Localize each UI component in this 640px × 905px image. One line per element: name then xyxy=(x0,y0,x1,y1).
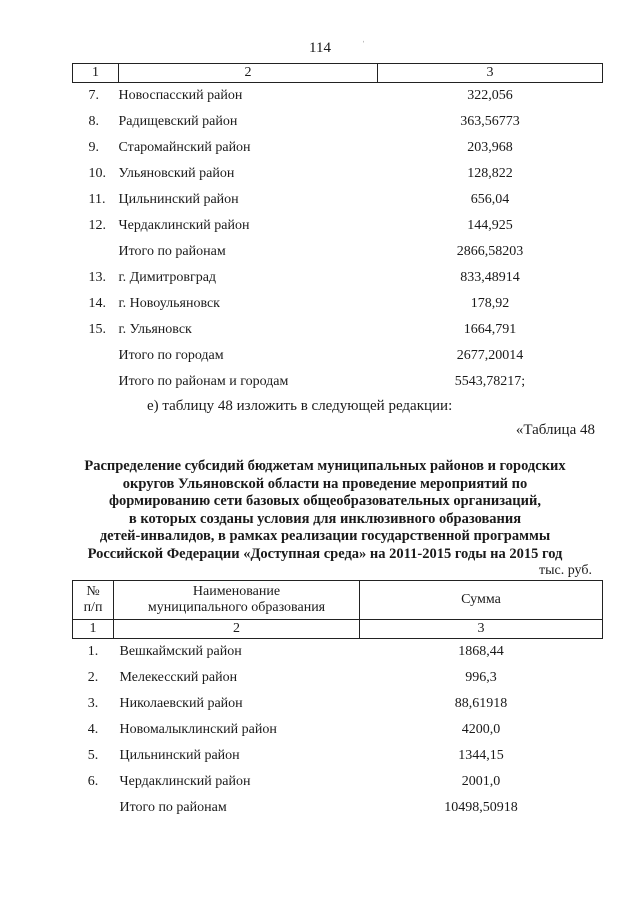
row-name: Мелекесский район xyxy=(119,670,238,685)
row-sum xyxy=(378,161,603,187)
row-sum xyxy=(378,135,603,161)
row-name: Старомайнский район xyxy=(118,140,251,155)
row-name: Ульяновский район xyxy=(118,166,235,181)
table-row xyxy=(73,691,603,717)
table-row xyxy=(73,665,603,691)
row-name: Итого по городам xyxy=(118,348,224,363)
heading-line: детей-инвалидов, в рамках реализации государственной программы xyxy=(99,528,551,544)
row-number: 3. xyxy=(87,696,99,711)
row-name: Итого по районам xyxy=(119,800,227,815)
row-name: Новоспасский район xyxy=(118,88,243,103)
table-row xyxy=(73,743,603,769)
row-number: 8. xyxy=(88,114,99,129)
table-row xyxy=(73,213,603,239)
row-name: Новомалыклинский район xyxy=(119,722,277,737)
table-heading xyxy=(60,458,590,563)
row-number xyxy=(73,795,114,821)
heading-line: в которых созданы условия для инклюзивного образования xyxy=(128,510,522,527)
row-sum-value: 4200,0 xyxy=(461,722,501,737)
row-sum xyxy=(378,291,603,317)
row-sum-value: 10498,50918 xyxy=(444,800,518,815)
table-row xyxy=(73,109,603,135)
row-number: 4. xyxy=(87,722,99,737)
header-name xyxy=(114,581,360,620)
table-row xyxy=(73,135,603,161)
table-index-row xyxy=(73,620,603,639)
row-sum xyxy=(378,343,603,369)
row-name: г. Ульяновск xyxy=(118,322,192,337)
heading-line: формированию сети базовых общеобразовательных организаций, xyxy=(109,493,541,509)
row-sum-value: 363,56773 xyxy=(460,114,520,129)
total-row xyxy=(73,343,603,369)
row-sum-value: 996,3 xyxy=(465,670,497,685)
units-label: тыс. руб. xyxy=(539,563,592,578)
row-name: г. Димитровград xyxy=(118,270,217,285)
row-number: 15. xyxy=(88,322,106,337)
heading-line: Российской Федерации «Доступная среда» на 2011-2015 годы на 2015 год xyxy=(87,545,563,562)
row-sum-value: 322,056 xyxy=(467,88,513,103)
page-number: 114 xyxy=(309,40,331,56)
row-name: Цильнинский район xyxy=(118,192,239,207)
row-sum-value: 1344,15 xyxy=(458,748,504,763)
row-name: Цильнинский район xyxy=(119,748,240,763)
row-number: 1. xyxy=(87,644,99,659)
table-row xyxy=(73,265,603,291)
row-sum xyxy=(360,665,603,691)
total-row xyxy=(73,239,603,265)
row-sum-value: 1868,44 xyxy=(458,644,504,659)
row-number: 12. xyxy=(88,218,106,233)
row-number: 14. xyxy=(88,296,106,311)
amendment-text: е) таблицу 48 изложить в следующей редакции: xyxy=(147,398,453,414)
table-row xyxy=(73,639,603,666)
table-index-row xyxy=(73,64,603,83)
table-header-row xyxy=(73,581,603,620)
row-number: 7. xyxy=(88,88,99,103)
header-name-line2: муниципального образования xyxy=(147,600,326,615)
row-sum-value: 128,822 xyxy=(467,166,513,181)
header-col-2: 2 xyxy=(119,64,378,83)
header-name-line1: Наименование xyxy=(192,584,281,599)
heading-line: Распределение субсидий бюджетам муниципальных районов и городских xyxy=(84,458,566,474)
row-sum xyxy=(378,317,603,343)
row-sum-suffix: ; xyxy=(521,374,526,389)
row-sum-value: 203,968 xyxy=(467,140,513,155)
header-number xyxy=(73,581,114,620)
row-sum xyxy=(360,795,603,821)
row-sum xyxy=(378,187,603,213)
scan-mark: ˈ xyxy=(362,40,366,51)
header-number-line2: п/п xyxy=(83,600,103,615)
row-sum xyxy=(360,769,603,795)
subsidy-table xyxy=(72,580,603,821)
header-number-line1: № xyxy=(86,584,100,599)
table-continuation xyxy=(72,63,603,395)
row-number: 10. xyxy=(88,166,106,181)
table-row xyxy=(73,317,603,343)
index-col-2: 2 xyxy=(114,620,360,639)
row-sum xyxy=(360,691,603,717)
total-row xyxy=(73,369,603,395)
row-sum xyxy=(378,213,603,239)
row-sum-value: 88,61918 xyxy=(454,696,508,711)
row-sum-value: 1664,791 xyxy=(463,322,517,337)
row-number xyxy=(73,343,119,369)
row-sum-value: 833,48914 xyxy=(460,270,520,285)
row-name: Чердаклинский район xyxy=(118,218,250,233)
row-name: Вешкаймский район xyxy=(119,644,242,659)
total-row xyxy=(73,795,603,821)
row-sum-value: 5543,78217 xyxy=(454,374,522,389)
row-number: 13. xyxy=(88,270,106,285)
table-row xyxy=(73,187,603,213)
row-sum xyxy=(378,369,603,395)
row-number: 6. xyxy=(87,774,99,789)
row-sum xyxy=(360,717,603,743)
row-sum xyxy=(378,109,603,135)
row-number: 9. xyxy=(88,140,99,155)
row-sum xyxy=(360,743,603,769)
header-col-3: 3 xyxy=(378,64,603,83)
row-name: г. Новоульяновск xyxy=(118,296,220,311)
row-number: 5. xyxy=(87,748,99,763)
row-name: Чердаклинский район xyxy=(119,774,251,789)
table-row xyxy=(73,83,603,110)
row-number: 11. xyxy=(88,192,106,207)
row-sum-value: 2001,0 xyxy=(461,774,501,789)
index-col-3: 3 xyxy=(360,620,603,639)
table-row xyxy=(73,717,603,743)
row-sum xyxy=(378,83,603,110)
row-number: 2. xyxy=(87,670,99,685)
table-row xyxy=(73,769,603,795)
table-row xyxy=(73,291,603,317)
row-sum-value: 2866,58203 xyxy=(456,244,524,259)
header-col-1: 1 xyxy=(73,64,119,83)
row-name: Итого по районам и городам xyxy=(118,374,289,389)
row-sum xyxy=(378,265,603,291)
row-sum-value: 656,04 xyxy=(470,192,510,207)
row-number xyxy=(73,239,119,265)
row-sum-value: 2677,20014 xyxy=(456,348,524,363)
table-row xyxy=(73,161,603,187)
row-name: Радищевский район xyxy=(118,114,238,129)
row-sum-value: 144,925 xyxy=(467,218,513,233)
header-sum: Сумма xyxy=(360,581,603,620)
row-number xyxy=(73,369,119,395)
row-name: Итого по районам xyxy=(118,244,226,259)
row-sum xyxy=(360,639,603,666)
heading-line: округов Ульяновской области на проведение мероприятий по xyxy=(122,475,528,492)
table-reference: «Таблица 48 xyxy=(515,422,595,438)
row-name: Николаевский район xyxy=(119,696,243,711)
row-sum xyxy=(378,239,603,265)
index-col-1: 1 xyxy=(73,620,114,639)
row-sum-value: 178,92 xyxy=(470,296,510,311)
